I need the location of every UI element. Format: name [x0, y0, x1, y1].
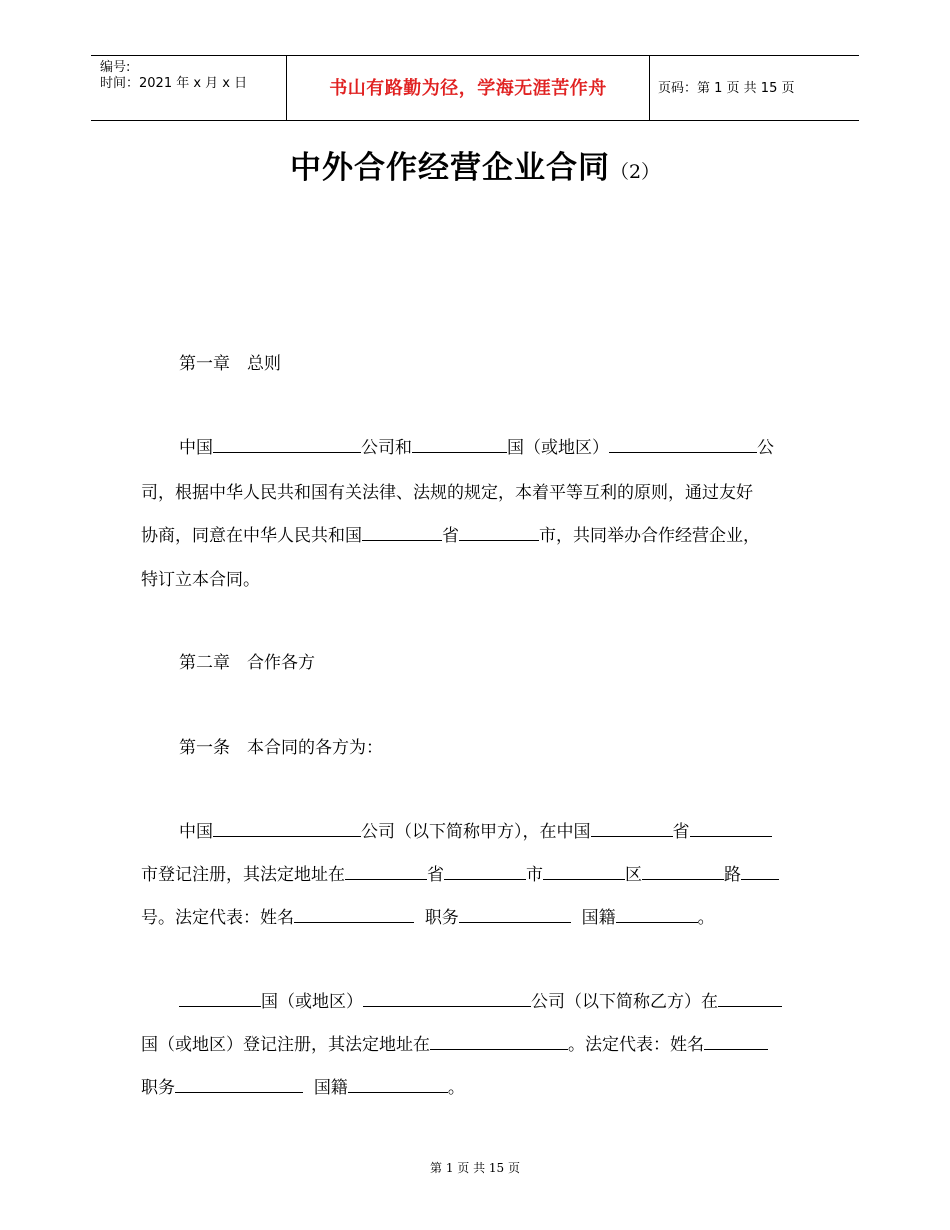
date-label: 时间：2021 年 x 月 x 日 — [100, 76, 248, 91]
blank-field — [213, 435, 361, 453]
blank-field — [294, 905, 414, 923]
page-footer: 第 1 页 共 15 页 — [430, 1161, 520, 1175]
blank-field — [179, 989, 261, 1007]
blank-field — [213, 819, 361, 837]
blank-field — [741, 862, 779, 880]
party-b-line3: 职务 国籍 。 — [141, 1073, 465, 1098]
para1-line2: 司，根据中华人民共和国有关法律、法规的规定，本着平等互利的原则，通过友好 — [141, 483, 753, 503]
serial-number-label: 编号: — [100, 60, 131, 75]
title-suffix: （2） — [609, 161, 661, 183]
blank-field — [444, 862, 526, 880]
blank-field — [345, 862, 427, 880]
blank-field — [718, 989, 782, 1007]
para1-line3: 协商，同意在中华人民共和国 省 市，共同举办合作经营企业， — [141, 521, 760, 546]
blank-field — [363, 989, 531, 1007]
blank-field — [591, 819, 673, 837]
blank-field — [616, 905, 698, 923]
document-header — [91, 55, 859, 121]
blank-field — [430, 1032, 568, 1050]
blank-field — [412, 435, 507, 453]
blank-field — [704, 1032, 768, 1050]
blank-field — [609, 435, 757, 453]
blank-field — [543, 862, 625, 880]
blank-field — [690, 819, 772, 837]
para1-line1: 中国 公司和 国（或地区） 公 — [179, 433, 774, 458]
chapter-1-heading: 第一章 总则 — [179, 354, 281, 374]
party-a-line1: 中国 公司（以下简称甲方），在中国 省 — [179, 817, 772, 842]
article-1-heading: 第一条 本合同的各方为： — [179, 738, 383, 758]
blank-field — [348, 1075, 448, 1093]
blank-field — [362, 523, 442, 541]
title-main: 中外合作经营企业合同 — [289, 150, 610, 186]
header-meta — [91, 56, 286, 120]
blank-field — [459, 523, 539, 541]
para1-line4: 特订立本合同。 — [141, 570, 260, 590]
header-motto-cell — [286, 56, 650, 120]
blank-field — [459, 905, 571, 923]
blank-field — [175, 1075, 303, 1093]
page-title — [0, 142, 950, 187]
party-b-line1: 国（或地区） 公司（以下简称乙方）在 — [179, 987, 782, 1012]
page-code: 页码：第 1 页 共 15 页 — [658, 81, 795, 96]
party-b-line2: 国（或地区）登记注册，其法定地址在 。法定代表：姓名 — [141, 1030, 768, 1055]
party-a-line2: 市登记注册，其法定地址在 省 市 区 路 — [141, 860, 779, 885]
blank-field — [642, 862, 724, 880]
motto-text: 书山有路勤为径，学海无涯苦作舟 — [329, 78, 607, 99]
party-a-line3: 号。法定代表：姓名 职务 国籍 。 — [141, 903, 715, 928]
chapter-2-heading: 第二章 合作各方 — [179, 653, 315, 673]
